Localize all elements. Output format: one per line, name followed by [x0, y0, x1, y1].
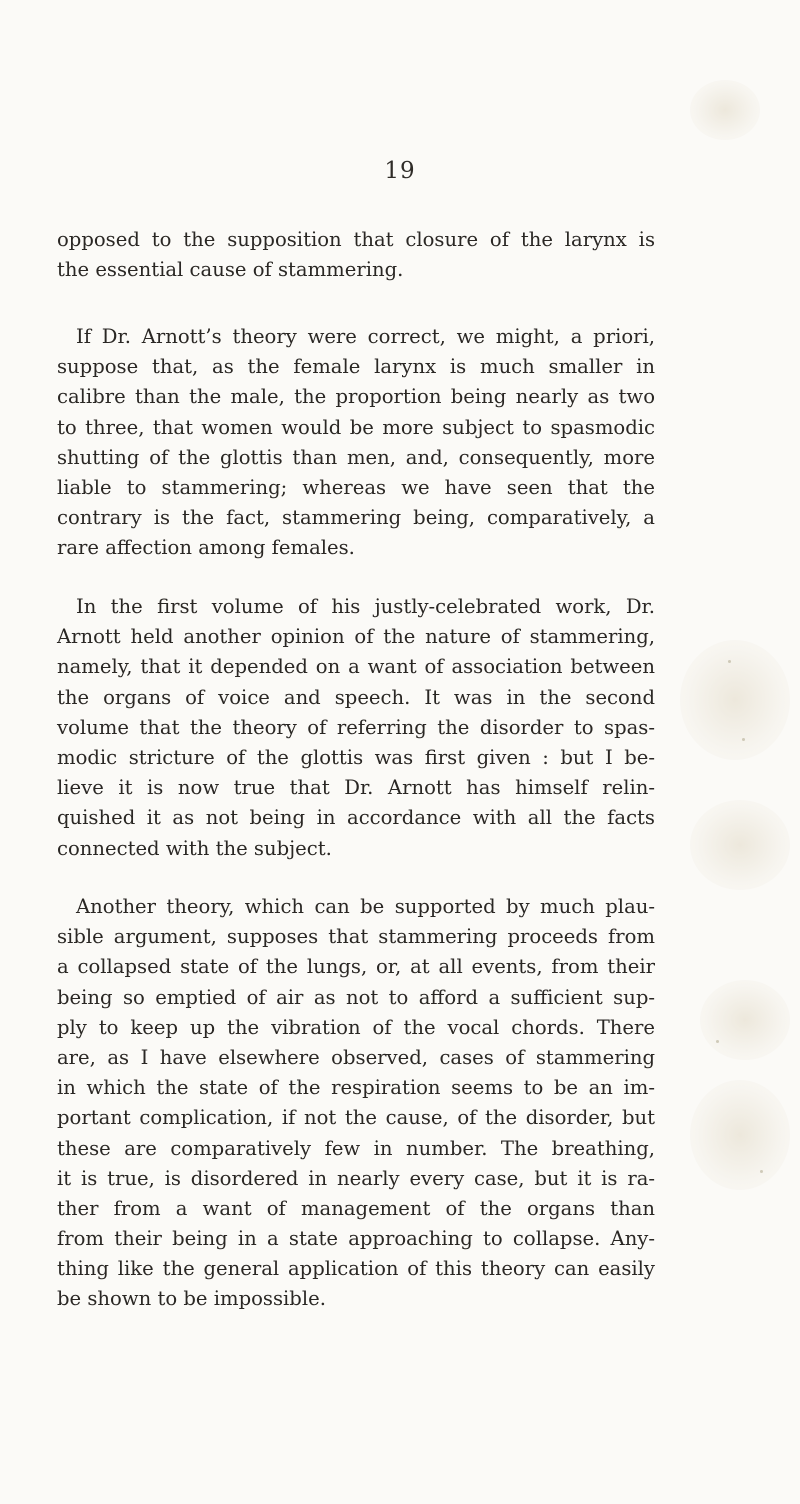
page-stain	[690, 1080, 790, 1190]
paragraph	[57, 892, 655, 1315]
text-line: opposed to the supposition that closure of the larynx is	[57, 228, 655, 251]
page-speck	[742, 738, 745, 741]
text-line: a collapsed state of the lungs, or, at all events, from their	[57, 955, 655, 979]
text-line: contrary is the fact, stammering being, comparatively, a	[57, 506, 655, 530]
text-line: it is true, is disordered in nearly every case, but it is ra-	[57, 1166, 655, 1190]
text-line: Another theory, which can be supported by much plau-	[76, 895, 655, 918]
page-stain	[680, 640, 790, 760]
text-line: If Dr. Arnott’s theory were correct, we might, a priori,	[76, 325, 655, 348]
page-speck	[716, 1040, 719, 1043]
paragraph	[57, 592, 655, 864]
text-line: shutting of the glottis than men, and, consequently, more	[57, 445, 655, 469]
paragraph	[57, 225, 655, 285]
text-line: sible argument, supposes that stammering proceeds from	[57, 925, 655, 949]
text-line: in which the state of the respiration seems to be an im-	[57, 1076, 655, 1100]
text-line: portant complication, if not the cause, of the disorder, but	[57, 1106, 655, 1130]
text-line: lieve it is now true that Dr. Arnott has himself relin-	[57, 776, 655, 800]
text-line: quished it as not being in accordance with all the facts	[57, 806, 655, 830]
text-line: from their being in a state approaching to collapse. Any-	[57, 1227, 655, 1251]
text-line: the organs of voice and speech. It was in the second	[57, 685, 655, 709]
text-line: ther from a want of management of the organs than	[57, 1196, 655, 1220]
paragraph	[57, 322, 655, 564]
text-line: suppose that, as the female larynx is much smaller in	[57, 355, 655, 379]
text-line: be shown to be impossible.	[57, 1287, 326, 1311]
text-line: being so emptied of air as not to afford a sufficient sup-	[57, 985, 655, 1009]
page-stain	[690, 80, 760, 140]
text-line: these are comparatively few in number. The breathing,	[57, 1136, 655, 1160]
text-line: connected with the subject.	[57, 836, 332, 860]
text-line: rare affection among females.	[57, 536, 355, 560]
page-stain	[700, 980, 790, 1060]
page-speck	[760, 1170, 763, 1173]
page-speck	[728, 660, 731, 663]
text-line: In the first volume of his justly-celebrated work, Dr.	[76, 595, 655, 618]
text-line: modic stricture of the glottis was first given : but I be-	[57, 745, 655, 769]
text-line: namely, that it depended on a want of association between	[57, 655, 655, 679]
text-line: calibre than the male, the proportion being nearly as two	[57, 385, 655, 409]
text-line: volume that the theory of referring the disorder to spas-	[57, 715, 655, 739]
text-line: ply to keep up the vibration of the vocal chords. There	[57, 1015, 655, 1039]
text-line: to three, that women would be more subject to spasmodic	[57, 415, 655, 439]
text-line: thing like the general application of this theory can easily	[57, 1257, 655, 1281]
text-line: liable to stammering; whereas we have seen that the	[57, 475, 655, 499]
page-number: 19	[384, 158, 416, 184]
page-stain	[690, 800, 790, 890]
text-line: Arnott held another opinion of the nature of stammering,	[57, 625, 655, 649]
text-line: are, as I have elsewhere observed, cases of stammering	[57, 1045, 655, 1069]
text-line: the essential cause of stammering.	[57, 258, 404, 282]
